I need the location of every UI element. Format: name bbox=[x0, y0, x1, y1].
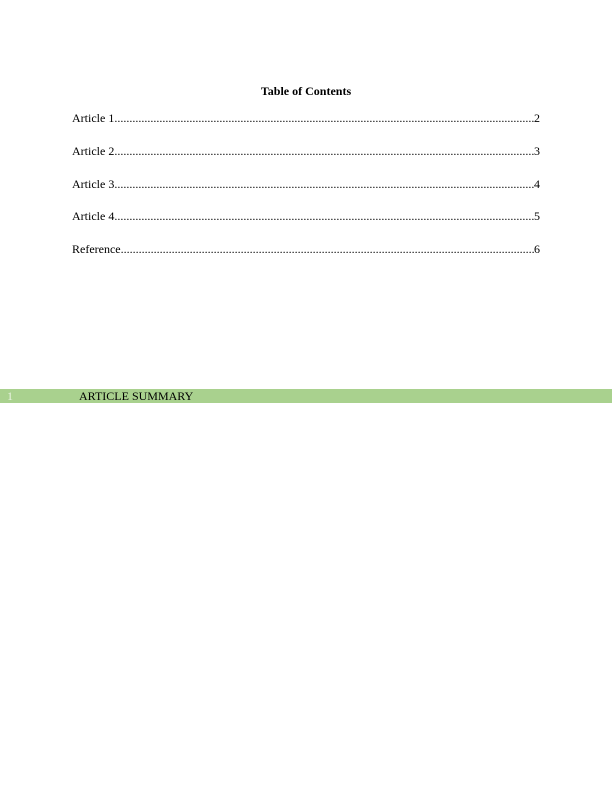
toc-entry-page: 3 bbox=[534, 144, 540, 158]
toc-entry-label: Article 3 bbox=[72, 177, 115, 191]
dot-leader bbox=[114, 209, 534, 223]
toc-entry[interactable] bbox=[72, 242, 540, 256]
toc-entry[interactable] bbox=[72, 177, 540, 191]
toc-entry-label: Article 2 bbox=[72, 144, 115, 158]
toc-entry-page: 4 bbox=[534, 177, 540, 191]
section-heading-bar bbox=[0, 389, 612, 403]
toc-entry-page: 6 bbox=[534, 242, 540, 256]
toc-entry-label: Article 4 bbox=[72, 209, 115, 223]
toc-entry[interactable] bbox=[72, 209, 540, 223]
toc-entry-page: 5 bbox=[534, 209, 540, 223]
toc-title: Table of Contents bbox=[260, 84, 352, 98]
dot-leader bbox=[121, 242, 534, 256]
toc-entry-label: Article 1 bbox=[72, 111, 115, 125]
toc-entry[interactable] bbox=[72, 111, 540, 125]
toc-entry-label: Reference bbox=[72, 242, 121, 256]
dot-leader bbox=[114, 144, 534, 158]
dot-leader bbox=[114, 111, 534, 125]
dot-leader bbox=[114, 177, 534, 191]
toc-entry[interactable] bbox=[72, 144, 540, 158]
toc-entry-page: 2 bbox=[534, 111, 540, 125]
section-heading: ARTICLE SUMMARY bbox=[79, 389, 194, 403]
section-number: 1 bbox=[7, 389, 13, 403]
